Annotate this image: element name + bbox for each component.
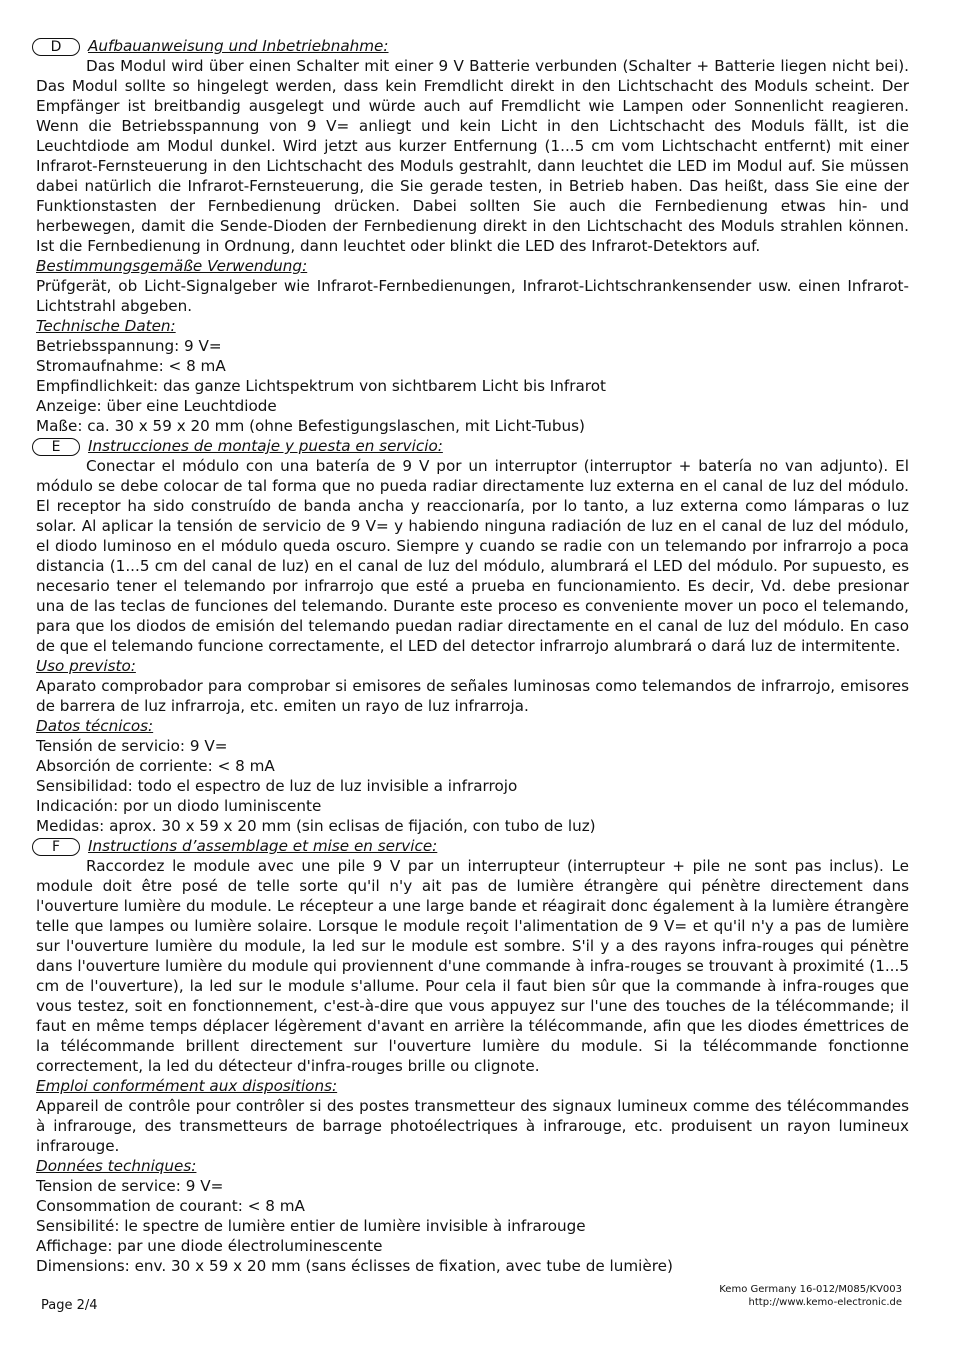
usage-text: Appareil de contrôle pour contrôler si des postes transmetteur des signaux lumineux comme des télécommandes à infrarouge, des transmetteurs de barrage photoélectriques à infrarouge, etc. produisent un rayon lumineux infrarouge.	[36, 1097, 909, 1155]
spec-line: Medidas: aprox. 30 x 59 x 20 mm (sin eclisas de fijación, con tubo de luz)	[36, 817, 596, 835]
section-french	[36, 836, 909, 1276]
language-badge: E	[32, 438, 80, 456]
section-title: Aufbauanweisung und Inbetriebnahme:	[88, 37, 389, 55]
language-badge: F	[32, 838, 80, 856]
spec-line: Maße: ca. 30 x 59 x 20 mm (ohne Befestigungslaschen, mit Licht-Tubus)	[36, 417, 585, 435]
usage-heading: Emploi conformément aux dispositions:	[36, 1077, 338, 1095]
spec-line: Sensibilidad: todo el espectro de luz de luz invisible a infrarrojo	[36, 777, 518, 795]
spec-line: Dimensions: env. 30 x 59 x 20 mm (sans éclisses de fixation, avec tube de lumière)	[36, 1257, 673, 1275]
section-title: Instrucciones de montaje y puesta en servicio:	[88, 437, 443, 455]
intro-paragraph: Conectar el módulo con una batería de 9 V por un interruptor (interruptor + batería no van adjunto). El módulo se debe colocar de tal forma que no pueda radiar directamente luz externa en el canal de luz del módulo. El receptor ha sido construído de banda ancha y reaccionaría, por lo tanto, a luz externa como lámparas o luz solar. Al aplicar la tensión de servicio de 9 V= y habiendo ninguna radiación de luz en el canal de luz del módulo, el diodo luminoso en el módulo queda oscuro. Siempre y cuando se radie con un telemando por infrarrojo a poca distancia (1...5 cm del canal de luz) en el canal de luz del módulo, alumbrará el LED del módulo. Por supuesto, es necesario tener el telemando por infrarrojo que esté a prueba en funcionamiento. Es decir, Vd. debe presionar una de las teclas de funciones del telemando. Durante este proceso es conveniente mover un poco el telemando, para que los diodos de emisión del telemando puedan radiar directamente en el canal de luz del módulo. En caso de que el telemando funcione correctamente, el LED del detector infrarrojo alumbrará o dará luz de intermitente.	[36, 457, 909, 655]
section-header	[36, 836, 909, 856]
company-reference: Kemo Germany 16-012/M085/KV003	[719, 1284, 902, 1295]
spec-line: Tension de service: 9 V=	[36, 1177, 224, 1195]
section-header	[36, 436, 909, 456]
tech-heading: Datos técnicos:	[36, 717, 154, 735]
spec-line: Indicación: por un diodo luminiscente	[36, 797, 322, 815]
tech-heading: Données techniques:	[36, 1157, 197, 1175]
spec-line: Betriebsspannung: 9 V=	[36, 337, 222, 355]
section-title: Instructions d’assemblage et mise en service:	[88, 837, 438, 855]
spec-line: Affichage: par une diode électroluminescente	[36, 1237, 383, 1255]
footer-info	[719, 1283, 902, 1309]
document-body	[36, 36, 909, 1276]
tech-heading: Technische Daten:	[36, 317, 176, 335]
usage-text: Aparato comprobador para comprobar si emisores de señales luminosas como telemandos de infrarrojo, emisores de barrera de luz infrarroja, etc. emiten un rayo de luz infrarroja.	[36, 677, 909, 715]
usage-text: Prüfgerät, ob Licht-Signalgeber wie Infrarot-Fernbedienungen, Infrarot-Lichtschrankensender usw. einen Infrarot-Lichtstrahl abgeben.	[36, 277, 909, 315]
spec-line: Tensión de servicio: 9 V=	[36, 737, 228, 755]
spec-line: Stromaufnahme: < 8 mA	[36, 357, 226, 375]
section-header	[36, 36, 909, 56]
spec-line: Sensibilité: le spectre de lumière entier de lumière invisible à infrarouge	[36, 1217, 586, 1235]
usage-heading: Bestimmungsgemäße Verwendung:	[36, 257, 308, 275]
language-badge: D	[32, 38, 80, 56]
spec-line: Anzeige: über eine Leuchtdiode	[36, 397, 277, 415]
page-number: Page 2/4	[41, 1298, 98, 1313]
intro-paragraph: Raccordez le module avec une pile 9 V par un interrupteur (interrupteur + pile ne sont pas inclus). Le module doit être posé de telle sorte qu'il n'y ait pas de lumière étrangère qui pénètre directement dans l'ouverture lumière du module. Le récepteur a une large bande et réagirait donc également à la lumière étrangère telle que lampes ou lumière solaire. Lorsque le module reçoit l'alimentation de 9 V= et qu'il n'y a pas de lumière sur l'ouverture lumière du module, la led sur le module est sombre. S'il y a des rayons infra-rouges qui pénètre dans l'ouverture lumière du module qui proviennent d'une commande à infra-rouges se trouvant à proximité (1...5 cm de l'ouverture), la led sur le module s'allume. Pour cela il faut bien sûr que la commande à infra-rouges que vous testez, soit en fonctionnement, c'est-à-dire que vous appuyez sur l'une des touches de la télécommande; il faut en même temps déplacer légèrement d'avant en arrière la télécommande, afin que les diodes émettrices de la télécommande brillent directement sur l'ouverture lumière du module. Si la télécommande fonctionne correctement, la led du détecteur d'infra-rouges brille ou clignote.	[36, 857, 909, 1075]
intro-paragraph: Das Modul wird über einen Schalter mit einer 9 V Batterie verbunden (Schalter + Batterie liegen nicht bei). Das Modul sollte so hingelegt werden, dass kein Fremdlicht direkt in den Lichtschacht des Moduls scheint. Der Empfänger ist breitbandig ausgelegt und würde auch auf Fremdlicht wie Lampen oder Sonnenlicht reagieren. Wenn die Betriebsspannung von 9 V= anliegt und kein Licht in den Lichtschacht des Moduls fällt, ist die Leuchtdiode am Modul dunkel. Wird jetzt aus kurzer Entfernung (1...5 cm vom Lichtschacht entfernt) mit einer Infrarot-Fernsteuerung in den Lichtschacht des Moduls gestrahlt, dann leuchtet die LED im Modul auf. Sie müssen dabei natürlich die Infrarot-Fernsteuerung, die Sie gerade testen, in Betrieb haben. Das heißt, dass Sie eine der Funktionstasten der Fernbedienung drücken. Dabei sollten Sie auch die Fernbedienung etwas hin- und herbewegen, damit die Sende-Dioden der Fernbedienung direkt in den Lichtschacht des Moduls strahlen können. Ist die Fernbedienung in Ordnung, dann leuchtet oder blinkt die LED des Infrarot-Detektors auf.	[36, 57, 909, 255]
spec-line: Empfindlichkeit: das ganze Lichtspektrum von sichtbarem Licht bis Infrarot	[36, 377, 606, 395]
section-german	[36, 36, 909, 436]
section-spanish	[36, 436, 909, 836]
usage-heading: Uso previsto:	[36, 657, 136, 675]
spec-line: Absorción de corriente: < 8 mA	[36, 757, 275, 775]
website-url: http://www.kemo-electronic.de	[748, 1297, 902, 1308]
spec-line: Consommation de courant: < 8 mA	[36, 1197, 305, 1215]
